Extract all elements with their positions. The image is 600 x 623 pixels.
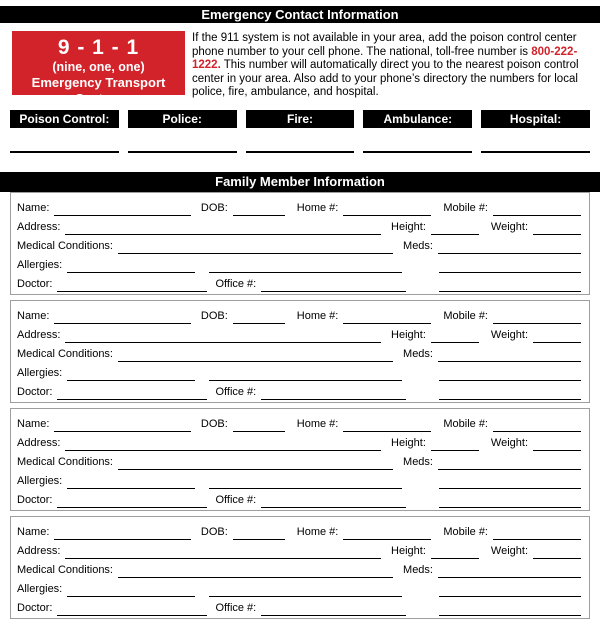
name-fill-line [54, 202, 190, 216]
weight-fill-line [533, 437, 581, 451]
contact-fill-lines-row [0, 151, 600, 153]
office-phone-fill-line [261, 386, 406, 400]
member-row-allergies [17, 470, 581, 489]
meds-continuation-line [439, 475, 581, 489]
medical-conditions-fill-line [118, 564, 393, 578]
address-label: Address: [17, 221, 61, 233]
allergies-continuation-line [209, 367, 402, 381]
911-code: 9 - 1 - 1 [57, 36, 140, 59]
member-row-allergies [17, 578, 581, 597]
name-fill-line [54, 526, 190, 540]
meds-continuation-line [439, 386, 581, 400]
member-row-doctor [17, 489, 581, 508]
family-member-block [10, 408, 590, 511]
member-row-name [17, 197, 581, 216]
mobile-phone-fill-line [493, 202, 581, 216]
doctor-label: Doctor: [17, 278, 53, 290]
weight-label: Weight: [490, 437, 528, 449]
medical-conditions-fill-line [118, 456, 393, 470]
weight-label: Weight: [490, 545, 528, 557]
contact-label-fire: Fire: [246, 110, 355, 128]
address-fill-line [65, 437, 381, 451]
medical-conditions-label: Medical Conditions: [17, 348, 113, 360]
address-label: Address: [17, 329, 61, 341]
address-label: Address: [17, 437, 61, 449]
contact-label-police: Police: [128, 110, 237, 128]
address-fill-line [65, 329, 381, 343]
ambulance-fill-line [363, 151, 472, 153]
allergies-fill-line [67, 475, 195, 489]
member-row-medical [17, 559, 581, 578]
dob-label: DOB: [200, 418, 228, 430]
allergies-continuation-line [209, 259, 402, 273]
dob-fill-line [233, 310, 285, 324]
hospital-fill-line [481, 151, 590, 153]
meds-continuation-line [439, 583, 581, 597]
meds-fill-line [438, 348, 581, 362]
mobile-phone-fill-line [493, 418, 581, 432]
weight-label: Weight: [490, 221, 528, 233]
medical-conditions-fill-line [118, 348, 393, 362]
contact-label-ambulance: Ambulance: [363, 110, 472, 128]
doctor-fill-line [57, 602, 207, 616]
height-fill-line [431, 329, 479, 343]
meds-label: Meds: [403, 564, 433, 576]
member-row-name [17, 305, 581, 324]
emergency-section-bar [0, 6, 600, 23]
meds-continuation-line [439, 602, 581, 616]
home-phone-label: Home #: [296, 202, 339, 214]
office-phone-label: Office #: [215, 278, 257, 290]
member-row-name [17, 521, 581, 540]
height-fill-line [431, 221, 479, 235]
meds-fill-line [438, 240, 581, 254]
member-row-address [17, 324, 581, 343]
doctor-label: Doctor: [17, 386, 53, 398]
poison-control-phone-number: 800-222-1222. [192, 45, 578, 71]
meds-fill-line [438, 456, 581, 470]
member-row-medical [17, 235, 581, 254]
family-member-block [10, 516, 590, 619]
home-phone-fill-line [343, 202, 431, 216]
home-phone-fill-line [343, 310, 431, 324]
meds-label: Meds: [403, 348, 433, 360]
dob-label: DOB: [200, 526, 228, 538]
dob-fill-line [233, 202, 285, 216]
family-section-bar [0, 172, 600, 192]
dob-fill-line [233, 418, 285, 432]
mobile-phone-label: Mobile #: [443, 310, 488, 322]
medical-conditions-label: Medical Conditions: [17, 240, 113, 252]
dob-fill-line [233, 526, 285, 540]
emergency-section-title: Emergency Contact Information [201, 7, 399, 22]
911-caption: Emergency Transport System [31, 75, 166, 106]
member-row-address [17, 432, 581, 451]
mobile-phone-fill-line [493, 310, 581, 324]
allergies-fill-line [67, 259, 195, 273]
name-fill-line [54, 418, 190, 432]
meds-label: Meds: [403, 456, 433, 468]
911-panel [12, 31, 185, 106]
weight-fill-line [533, 545, 581, 559]
member-row-doctor [17, 597, 581, 616]
instructions-text-after: This number will automatically direct you to the nearest poison control center in your area. Also add to your phone’s directory the numbers for local police, fire, ambulance, and hospital. [192, 59, 579, 98]
height-fill-line [431, 437, 479, 451]
office-phone-fill-line [261, 278, 406, 292]
name-fill-line [54, 310, 190, 324]
office-phone-fill-line [261, 602, 406, 616]
meds-continuation-line [439, 367, 581, 381]
meds-fill-line [438, 564, 581, 578]
height-fill-line [431, 545, 479, 559]
home-phone-fill-line [343, 526, 431, 540]
address-label: Address: [17, 545, 61, 557]
allergies-label: Allergies: [17, 259, 63, 271]
fire-fill-line [246, 151, 355, 153]
doctor-label: Doctor: [17, 602, 53, 614]
height-label: Height: [391, 437, 426, 449]
name-label: Name: [17, 526, 50, 538]
member-row-doctor [17, 273, 581, 292]
weight-fill-line [533, 329, 581, 343]
height-label: Height: [391, 545, 426, 557]
family-section-title: Family Member Information [215, 174, 385, 189]
allergies-label: Allergies: [17, 367, 63, 379]
meds-continuation-line [439, 494, 581, 508]
weight-label: Weight: [490, 329, 528, 341]
name-label: Name: [17, 310, 50, 322]
contact-label-hospital: Hospital: [481, 110, 590, 128]
mobile-phone-fill-line [493, 526, 581, 540]
member-row-name [17, 413, 581, 432]
poison-control-fill-line [10, 151, 119, 153]
meds-continuation-line [439, 278, 581, 292]
medical-conditions-label: Medical Conditions: [17, 564, 113, 576]
allergies-label: Allergies: [17, 475, 63, 487]
member-row-address [17, 540, 581, 559]
family-member-block [10, 192, 590, 295]
member-row-medical [17, 343, 581, 362]
contact-labels-row [0, 110, 600, 128]
contact-label-poison-control: Poison Control: [10, 110, 119, 128]
height-label: Height: [391, 329, 426, 341]
allergies-fill-line [67, 583, 195, 597]
name-label: Name: [17, 418, 50, 430]
doctor-label: Doctor: [17, 494, 53, 506]
911-phonetic: (nine, one, one) [52, 60, 145, 74]
mobile-phone-label: Mobile #: [443, 418, 488, 430]
home-phone-label: Home #: [296, 310, 339, 322]
poison-control-instructions [192, 32, 600, 100]
address-fill-line [65, 221, 381, 235]
name-label: Name: [17, 202, 50, 214]
doctor-fill-line [57, 494, 207, 508]
meds-continuation-line [439, 259, 581, 273]
address-fill-line [65, 545, 381, 559]
home-phone-fill-line [343, 418, 431, 432]
weight-fill-line [533, 221, 581, 235]
instructions-text-before: If the 911 system is not available in your area, add the poison control center phone number to your cell phone. The national, toll-free number is [192, 32, 577, 58]
family-member-block [10, 300, 590, 403]
intro-section [0, 23, 600, 110]
home-phone-label: Home #: [296, 526, 339, 538]
meds-label: Meds: [403, 240, 433, 252]
dob-label: DOB: [200, 310, 228, 322]
doctor-fill-line [57, 386, 207, 400]
office-phone-label: Office #: [215, 494, 257, 506]
allergies-label: Allergies: [17, 583, 63, 595]
member-row-allergies [17, 254, 581, 273]
home-phone-label: Home #: [296, 418, 339, 430]
height-label: Height: [391, 221, 426, 233]
member-row-allergies [17, 362, 581, 381]
dob-label: DOB: [200, 202, 228, 214]
medical-conditions-fill-line [118, 240, 393, 254]
mobile-phone-label: Mobile #: [443, 526, 488, 538]
member-row-medical [17, 451, 581, 470]
member-row-address [17, 216, 581, 235]
office-phone-label: Office #: [215, 602, 257, 614]
police-fill-line [128, 151, 237, 153]
office-phone-label: Office #: [215, 386, 257, 398]
doctor-fill-line [57, 278, 207, 292]
allergies-fill-line [67, 367, 195, 381]
allergies-continuation-line [209, 475, 402, 489]
mobile-phone-label: Mobile #: [443, 202, 488, 214]
allergies-continuation-line [209, 583, 402, 597]
office-phone-fill-line [261, 494, 406, 508]
medical-conditions-label: Medical Conditions: [17, 456, 113, 468]
member-row-doctor [17, 381, 581, 400]
